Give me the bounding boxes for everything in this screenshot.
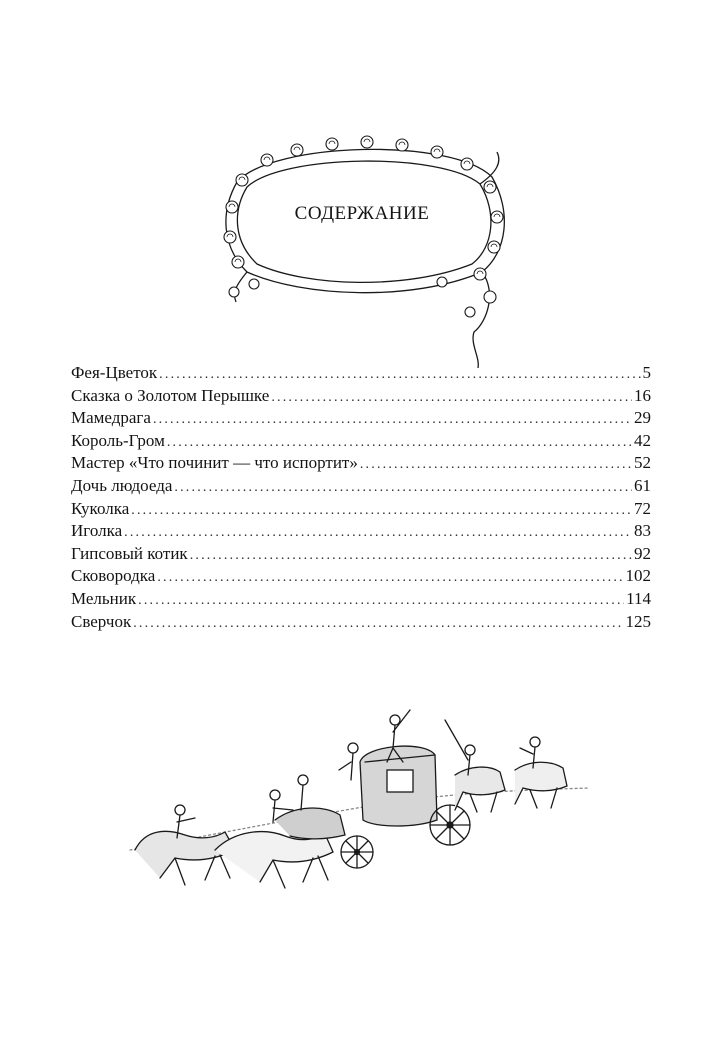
toc-entry-title: Гипсовый котик <box>71 543 188 563</box>
toc-entry[interactable] <box>71 520 651 543</box>
toc-entry[interactable] <box>71 452 651 475</box>
toc-entry-page: 125 <box>625 611 651 631</box>
toc-entry-title: Мастер «Что починит — что испортит» <box>71 453 358 473</box>
toc-entry[interactable] <box>71 543 651 566</box>
toc-entry-page: 61 <box>634 475 651 495</box>
toc-entry-page: 52 <box>634 453 651 473</box>
toc-entry-title: Мамедрага <box>71 408 151 428</box>
page-title: СОДЕРЖАНИЕ <box>294 203 430 224</box>
dot-leader <box>271 387 632 410</box>
dot-leader <box>153 409 632 432</box>
dot-leader <box>360 454 632 477</box>
toc-entry[interactable] <box>71 430 651 453</box>
dot-leader <box>131 500 632 523</box>
toc-entry[interactable] <box>71 611 651 634</box>
toc-entry-page: 5 <box>642 363 651 382</box>
dot-leader <box>174 477 632 500</box>
dot-leader <box>124 522 632 545</box>
toc-entry[interactable] <box>71 565 651 588</box>
toc-entry-page: 29 <box>634 408 651 428</box>
dot-leader <box>157 567 623 590</box>
dot-leader <box>159 364 640 387</box>
toc-entry-title: Дочь людоеда <box>71 475 173 495</box>
toc-entry-page: 92 <box>634 543 651 563</box>
toc-entry-page: 102 <box>625 566 651 586</box>
dot-leader <box>190 545 632 568</box>
toc-entry-title: Король-Гром <box>71 430 165 450</box>
toc-entry-title: Сверчок <box>71 611 132 631</box>
toc-entry-page: 72 <box>634 498 651 518</box>
carriage-procession-illustration <box>125 700 595 905</box>
toc-entry-title: Фея-Цветок <box>71 363 158 382</box>
dot-leader <box>133 613 623 636</box>
toc-entry-title: Иголка <box>71 521 123 541</box>
toc-entry-page: 42 <box>634 430 651 450</box>
dot-leader <box>138 590 624 613</box>
rose-wreath-icon <box>212 132 512 372</box>
toc-entry[interactable] <box>71 385 651 408</box>
dot-leader <box>167 432 632 455</box>
toc-entry[interactable] <box>71 362 651 385</box>
toc-entry-title: Мельник <box>71 588 137 608</box>
rose-wreath-ornament <box>212 132 512 372</box>
toc-entry[interactable] <box>71 498 651 521</box>
toc-entry-page: 83 <box>634 521 651 541</box>
horse-carriage-icon <box>125 700 595 905</box>
toc-entry[interactable] <box>71 475 651 498</box>
toc-entry[interactable] <box>71 588 651 611</box>
toc-entry-title: Сказка о Золотом Перышке <box>71 385 270 405</box>
toc-entry-page: 16 <box>634 385 651 405</box>
toc-entry[interactable] <box>71 407 651 430</box>
toc-entry-title: Куколка <box>71 498 130 518</box>
toc-entry-title: Сковородка <box>71 566 156 586</box>
toc-entry-page: 114 <box>626 588 651 608</box>
table-of-contents <box>71 362 651 633</box>
